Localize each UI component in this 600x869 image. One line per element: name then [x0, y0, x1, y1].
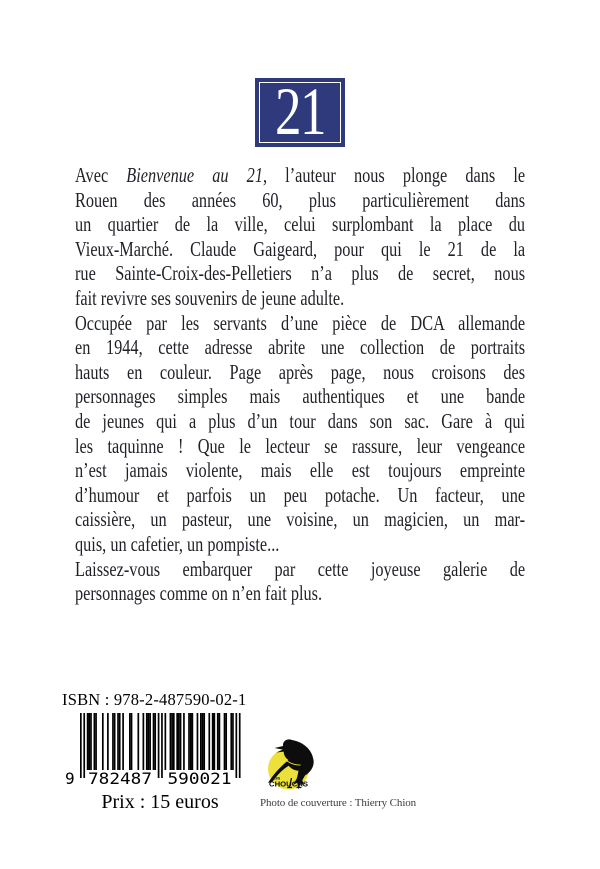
blurb-line: d’humour et parfois un peu potache. Un facteur, une: [75, 482, 526, 507]
blurb-line: Rouen des années 60, plus particulièrement dans: [75, 187, 526, 212]
blurb-line: Avec Bienvenue au 21, l’auteur nous plonge dans le: [75, 163, 526, 187]
barcode: [64, 713, 242, 787]
barcode-digit-first: 9: [65, 769, 75, 787]
logo-inner-border: [259, 73, 341, 149]
blurb-line: un quartier de la ville, celui surplombant la place du: [75, 212, 526, 237]
barcode-digits-left: 782487: [88, 769, 152, 787]
blurb: [75, 163, 525, 606]
logo-number: 21: [275, 73, 325, 149]
blurb-line: personnages simples mais authentiques et une bande: [75, 384, 526, 409]
blurb-line: quis, un cafetier, un pompiste...: [75, 531, 280, 556]
blurb-line: caissière, un pasteur, une voisine, un magicien, un mar-: [75, 507, 526, 532]
blurb-line: personnages comme on n’en fait plus.: [75, 581, 323, 606]
book-number-logo: [255, 73, 345, 149]
blurb-line: Vieux-Marché. Claude Gaigeard, pour qui le 21 de la: [75, 236, 526, 261]
price-label: Prix : 15 euros: [101, 791, 219, 813]
blurb-line: rue Sainte-Croix-des-Pelletiers n’a plus de secret, nous: [75, 261, 526, 286]
blurb-line: Laissez-vous embarquer par cette joyeuse galerie de: [75, 556, 526, 581]
blurb-line: de jeunes qui a plus d’un tour dans son sac. Gare à qui: [75, 408, 526, 433]
barcode-digits-right: 590021: [167, 769, 232, 787]
blurb-line: hauts en couleur. Page après page, nous croisons des: [75, 359, 526, 384]
publisher-logo: [258, 736, 318, 796]
blurb-line: les taquinne ! Que le lecteur se rassure, leur vengeance: [75, 433, 526, 458]
blurb-line: Occupée par les servants d’une pièce de DCA allemande: [75, 310, 526, 335]
blurb-line: fait revivre ses souvenirs de jeune adulte.: [75, 285, 345, 310]
publisher-name-small: Les: [273, 775, 281, 781]
photo-credit: Photo de couverture : Thierry Chion: [260, 797, 417, 809]
blurb-line: en 1944, cette adresse abrite une collection de portraits: [75, 335, 526, 360]
blurb-line: n’est jamais violente, mais elle est toujours empreinte: [75, 458, 526, 483]
publisher-name: CHOUCAS: [269, 779, 308, 789]
isbn-label: ISBN : 978-2-487590-02-1: [62, 690, 247, 709]
